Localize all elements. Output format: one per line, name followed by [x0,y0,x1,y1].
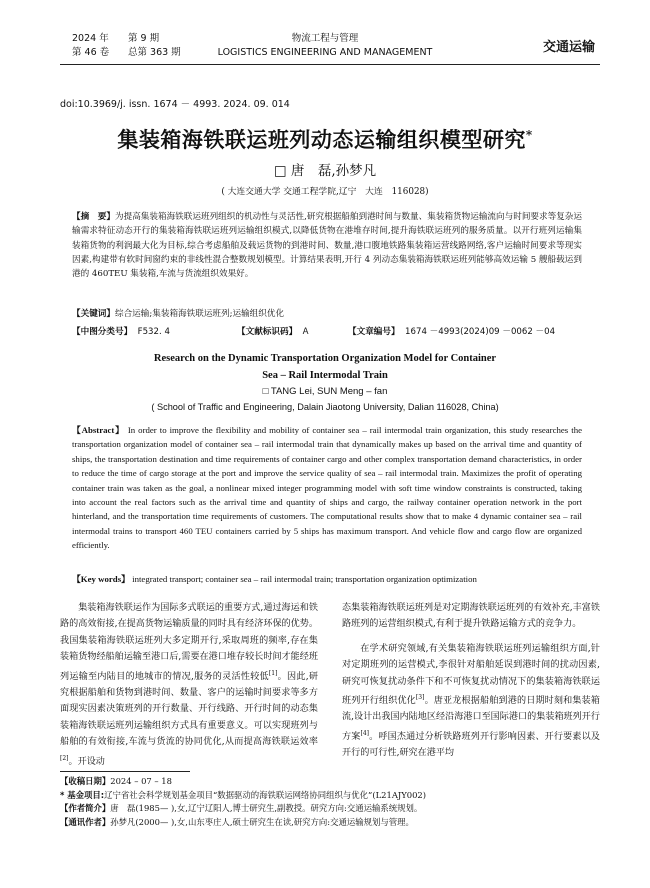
abstract-en-label: 【Abstract】 [72,425,125,435]
document-code [237,325,309,337]
article-number [348,325,555,337]
journal-name-en: LOGISTICS ENGINEERING AND MANAGEMENT [217,47,433,58]
english-authors: □ TANG Lei, SUN Meng – fan [262,386,388,397]
year: 2024 年 [72,33,109,44]
corresponding-value: 孙梦凡(2000— ),女,山东枣庄人,硕士研究生在读,研究方向:交通运输规划与管理。 [110,816,414,827]
body-column-left [60,600,318,770]
fund-label: * 基金项目: [60,789,105,800]
keywords-cn-label: 【关键词】 [72,309,115,319]
received-value: 2024 – 07 – 18 [110,776,172,786]
article-number-value: 1674 －4993(2024)09 －0062 －04 [405,327,556,337]
clc-value: F532. 4 [137,327,170,337]
issue-info [72,32,181,60]
english-title [0,350,650,384]
footnotes [60,775,600,829]
issue: 第 9 期 [128,33,160,44]
title-footnote-mark: * [525,128,533,142]
body-text: 。呼国杰通过分析铁路班列开行影响因素、开行要素以及开行的可行性,研究在港平均 [342,731,600,759]
author-bio [60,802,600,816]
body-text: 集装箱海铁联运作为国际多式联运的重要方式,通过海运和铁路的高效衔接,在提高货物运输质量的同时具有经济环保的优势。我国集装箱海铁联运班列大多定期开行,采取周班的频率,存在集装箱货物经船舶运输至港口后,需要在港口堆存较长时间才能经班列运输至内陆目的地城市的情况,服务的灵活性较低 [60,603,318,682]
affiliation: ( 大连交通大学 交通工程学院,辽宁 大连 116028) [221,187,429,197]
abstract-en-text: In order to improve the flexibility and mobility of container sea – rail intermodal train organization, this study researches the transportation organization model of container sea – rail intermodal train that dynamically makes up based on the arrival time and quantity of ships, the transportation destination and time requirements of container cargo and other complex transportation demand characteristics, in order to reduce the time of cargo storage at the port and improve the service quality of sea – rail intermodal train. Maximizes the profit of operating container train was taken as the goal, a nonlinear mixed integer programming model with soft time window constraints is constructed, taking into account the real factors such as the arrival time and quantity of ships and cargo, the railway container operation network in the port hinterland, and the transportation time requirements of customers. The computational results show that to make 4 dynamic container sea – rail intermodal trains to transport 460 TEU containers carried by 5 ships has maximum transport. And vehicle flow and cargo flow are organized efficiently. [72,425,582,551]
volume: 第 46 卷 [72,47,110,58]
clc-label: 【中图分类号】 [72,327,133,337]
abstract-en [72,423,582,553]
intro-paragraph [60,600,318,770]
english-title-line1: Research on the Dynamic Transportation Organization Model for Container [153,353,497,364]
clc-number [72,325,170,337]
keywords-cn [72,307,592,321]
corresponding-author [60,816,600,830]
total-issue: 总第 363 期 [128,47,181,58]
abstract-cn-label: 【摘 要】 [72,212,115,222]
corresponding-label: 【通讯作者】 [60,816,111,827]
body-text: 。唐亚龙根据船舶到港的日期时刻和集装箱流,设计出我国内陆地区经沿海港口至国际港口的集装箱班列开行方案 [342,696,600,742]
doc-code-label: 【文献标识码】 [237,327,298,337]
doc-code-value: A [302,327,309,337]
article-number-label: 【文章编号】 [348,327,400,337]
citation: [2] [60,754,69,762]
header-divider [60,64,600,65]
footnote-divider [60,771,190,772]
body-text: 。因此,研究根据船舶和货物到港时间、数量、客户的运输时间要求等多方面现实因素决策班列的开行数量、开行线路、开行时间的动态集装箱海铁联运班列运输组织方式具有重要意义。可以实现班列与船舶的有效衔接,车流与货流的协同优化,从而提高海铁联运效率 [60,671,318,748]
authors: □ 唐 磊,孙梦凡 [273,163,377,179]
citation: [4] [360,729,369,737]
citation: [3] [415,694,425,702]
continued-paragraph: 态集装箱海铁联运班列是对定期海铁联运班列的有效补充,丰富铁路班列的运营组织模式,有利于提升铁路运输方式的竞争力。 [342,603,600,630]
fund-note [60,789,600,803]
body-text: 。开设动 [68,756,105,767]
body-column-right [342,600,600,762]
section-label: 交通运输 [542,40,595,55]
keywords-en-label: 【Key words】 [72,574,130,584]
literature-paragraph [342,641,600,762]
keywords-en-text: integrated transport; container sea – rail intermodal train; transportation organization optimization [132,574,477,584]
author-bio-value: 唐 磊(1985— ),女,辽宁辽阳人,博士研究生,副教授。研究方向:交通运输系统规划。 [110,803,423,814]
journal-name-cn: 物流工程与管理 [291,33,359,44]
english-affiliation: ( School of Traffic and Engineering, Dalain Jiaotong University, Dalian 116028, China) [151,402,499,412]
keywords-cn-text: 综合运输;集装箱海铁联运班列;运输组织优化 [114,309,285,319]
paper-title-text: 集装箱海铁联运班列动态运输组织模型研究 [117,127,526,152]
fund-value: 辽宁省社会科学规划基金项目“数据驱动的海铁联运网络协同组织与优化”(L21AJY002) [104,789,427,800]
body-text: 在学术研究领域,有关集装箱海铁联运班列运输组织方面,针对定期班列的运营模式,李很针对船舶延误到港时间的扰动因素,研究可恢复扰动条件下和不可恢复扰动情况下的集装箱海铁联运班列开行组织优化 [342,643,600,707]
citation: [1] [268,669,278,677]
paper-title [0,124,650,154]
doi: doi:10.3969/j. issn. 1674 － 4993. 2024. 09. 014 [60,99,290,110]
english-title-line2: Sea – Rail Intermodal Train [262,370,388,381]
abstract-cn [72,210,582,281]
journal-name [210,32,440,60]
author-bio-label: 【作者简介】 [60,803,111,814]
received-label: 【收稿日期】 [60,776,111,786]
abstract-cn-text: 为提高集装箱海铁联运班列组织的机动性与灵活性,研究根据船舶到港时间与数量、集装箱货物运输流向与时间要求等复杂运输需求特征动态开行的集装箱海铁联运班列运输组织模式,以降低货物在港堆存时间,提升海铁联运班列的服务质量。以开行班列运输集装箱货物的利润最大化为目标,综合考虑船舶及载运货物的到港时间、数量,港口腹地铁路集装箱运营线路网络,客户运输时间要求等现实因素,构建带有软时间窗约束的非线性混合整数规划模型。计算结果表明,开行 4 列动态集装箱海铁联运班列能够高效运输 5 艘船载运到港的 460TEU 集装箱,车流与货流组织效果好。 [72,212,582,280]
keywords-en [72,572,592,585]
received-date [60,775,600,789]
